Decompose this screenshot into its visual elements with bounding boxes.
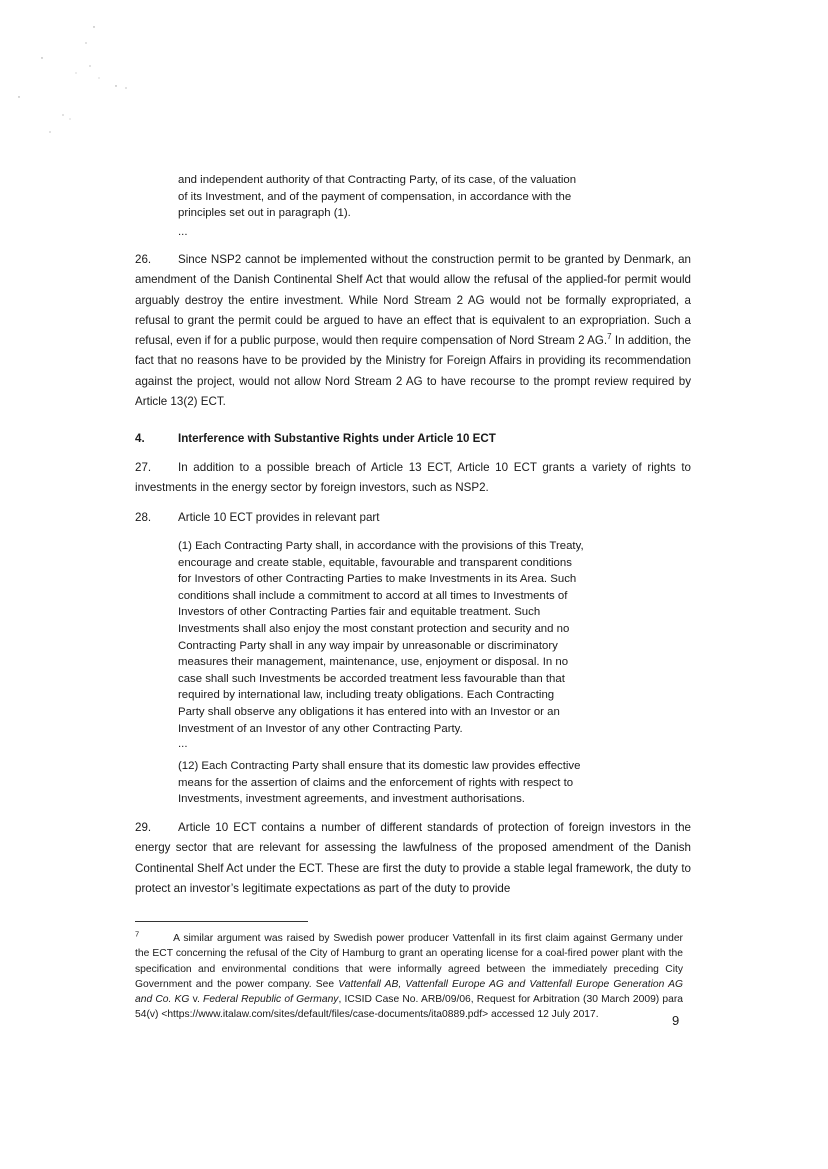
footnote-text-continued: , ICSID Case No. ARB/09/06, Request for Arbitration (30 March 2009) para 54(v) <https://www.italaw.com/sites/default/files/case-documents/ita0889.pdf> accessed 12 July 2017.: [135, 994, 684, 1021]
paragraph-number: 29.: [135, 821, 152, 834]
quote-line: and independent authority of that Contracting Party, of its case, of the valuation: [178, 174, 577, 186]
footnote-mark: 7: [135, 929, 140, 939]
quote-line: conditions shall include a commitment to accord at all times to Investments of: [178, 589, 568, 602]
paragraph-27: [135, 458, 691, 499]
paragraph-29: [135, 818, 691, 899]
paragraph-text: Article 10 ECT contains a number of different standards of protection of foreign investors in the energy sector that are relevant for assessing the lawfulness of the proposed amendment of the Danish Continental Shelf Act under the ECT. These are first the duty to provide a stable legal framework, the duty to protect an investor’s legitimate expectations as part of the duty to provide: [135, 821, 691, 895]
footnote-text: A similar argument was raised by Swedish power producer Vattenfall in its first claim against Germany under the ECT concerning the refusal of the City of Hamburg to grant an operating license for a coal-fired power plant with the specification and environmental conditions that were informally agreed between the immediately preceding City Government and the power company. See: [135, 933, 683, 990]
quote-line: Party shall observe any obligations it has entered into with an Investor or an: [178, 705, 560, 718]
quote-line: Investors of other Contracting Parties fair and equitable treatment. Such: [178, 606, 541, 619]
paragraph-28: [135, 508, 691, 528]
quote-line: Investments, investment agreements, and investment authorisations.: [178, 793, 525, 806]
section-title: Interference with Substantive Rights under Article 10 ECT: [178, 432, 496, 445]
scan-specks: [0, 0, 160, 140]
quote-line: (1) Each Contracting Party shall, in accordance with the provisions of this Treaty,: [178, 540, 584, 552]
article-10-quote-p1: [178, 538, 638, 737]
case-name: Federal Republic of Germany: [203, 994, 339, 1006]
article-10-quote-p12: [178, 758, 638, 808]
quote-line: for Investors of other Contracting Parties to make Investments in its Area. Such: [178, 573, 577, 586]
quote-line: measures their management, maintenance, use, enjoyment or disposal. In no: [178, 656, 569, 669]
paragraph-text: Article 10 ECT provides in relevant part: [178, 511, 380, 524]
quote-ellipsis: ...: [178, 738, 188, 750]
section-number: 4.: [135, 432, 145, 445]
paragraph-26: [135, 250, 691, 412]
page-number: 9: [672, 1013, 680, 1028]
quote-line: case shall such Investments be accorded treatment less favourable than that: [178, 672, 565, 685]
paragraph-number: 28.: [135, 511, 152, 524]
paragraph-text-continued: In addition, the fact that no reasons have to be provided by the Ministry for Foreign Affairs in providing its recommendation against the project, would not allow Nord Stream 2 AG to have recourse to the prompt review required by Article 13(2) ECT.: [135, 334, 691, 409]
quote-line: Investments shall also enjoy the most constant protection and security and no: [178, 622, 570, 635]
quote-line: required by international law, including treaty obligations. Each Contracting: [178, 689, 555, 702]
quote-line: Contracting Party shall in any way impair by unreasonable or discriminatory: [178, 639, 558, 652]
section-heading: [135, 432, 496, 445]
quote-ellipsis: ...: [178, 226, 188, 238]
footnote-reference: 7: [607, 332, 612, 342]
footnote-7: [135, 931, 683, 1023]
quote-line: Investment of an Investor of any other Contracting Party.: [178, 722, 463, 735]
footnote-versus: v.: [189, 994, 204, 1006]
quote-line: of its Investment, and of the payment of compensation, in accordance with the: [178, 190, 572, 203]
quote-line: principles set out in paragraph (1).: [178, 207, 351, 220]
quote-line: means for the assertion of claims and the enforcement of rights with respect to: [178, 776, 574, 789]
paragraph-text: In addition to a possible breach of Article 13 ECT, Article 10 ECT grants a variety of rights to investments in the energy sector by foreign investors, such as NSP2.: [135, 461, 691, 495]
paragraph-number: 27.: [135, 461, 152, 474]
quote-line: (12) Each Contracting Party shall ensure that its domestic law provides effective: [178, 760, 581, 772]
footnote-separator: [135, 921, 308, 922]
quote-line: encourage and create stable, equitable, favourable and transparent conditions: [178, 556, 572, 569]
paragraph-text: Since NSP2 cannot be implemented without the construction permit to be granted by Denmark, an amendment of the Danish Continental Shelf Act that would allow the refusal of the applied-for permit would arguably destroy the entire investment. While Nord Stream 2 AG would not be formally expropriated, a refusal to grant the permit could be argued to have an effect that is equivalent to an expropriation. Such a refusal, even if for a public purpose, would then require compensation of Nord Stream 2 AG.: [135, 253, 691, 348]
case-name: Vattenfall AB, Vattenfall Europe AG and Vattenfall Europe Generation AG and Co. KG: [135, 978, 683, 1006]
quote-continuation: [178, 172, 638, 222]
paragraph-number: 26.: [135, 253, 152, 266]
